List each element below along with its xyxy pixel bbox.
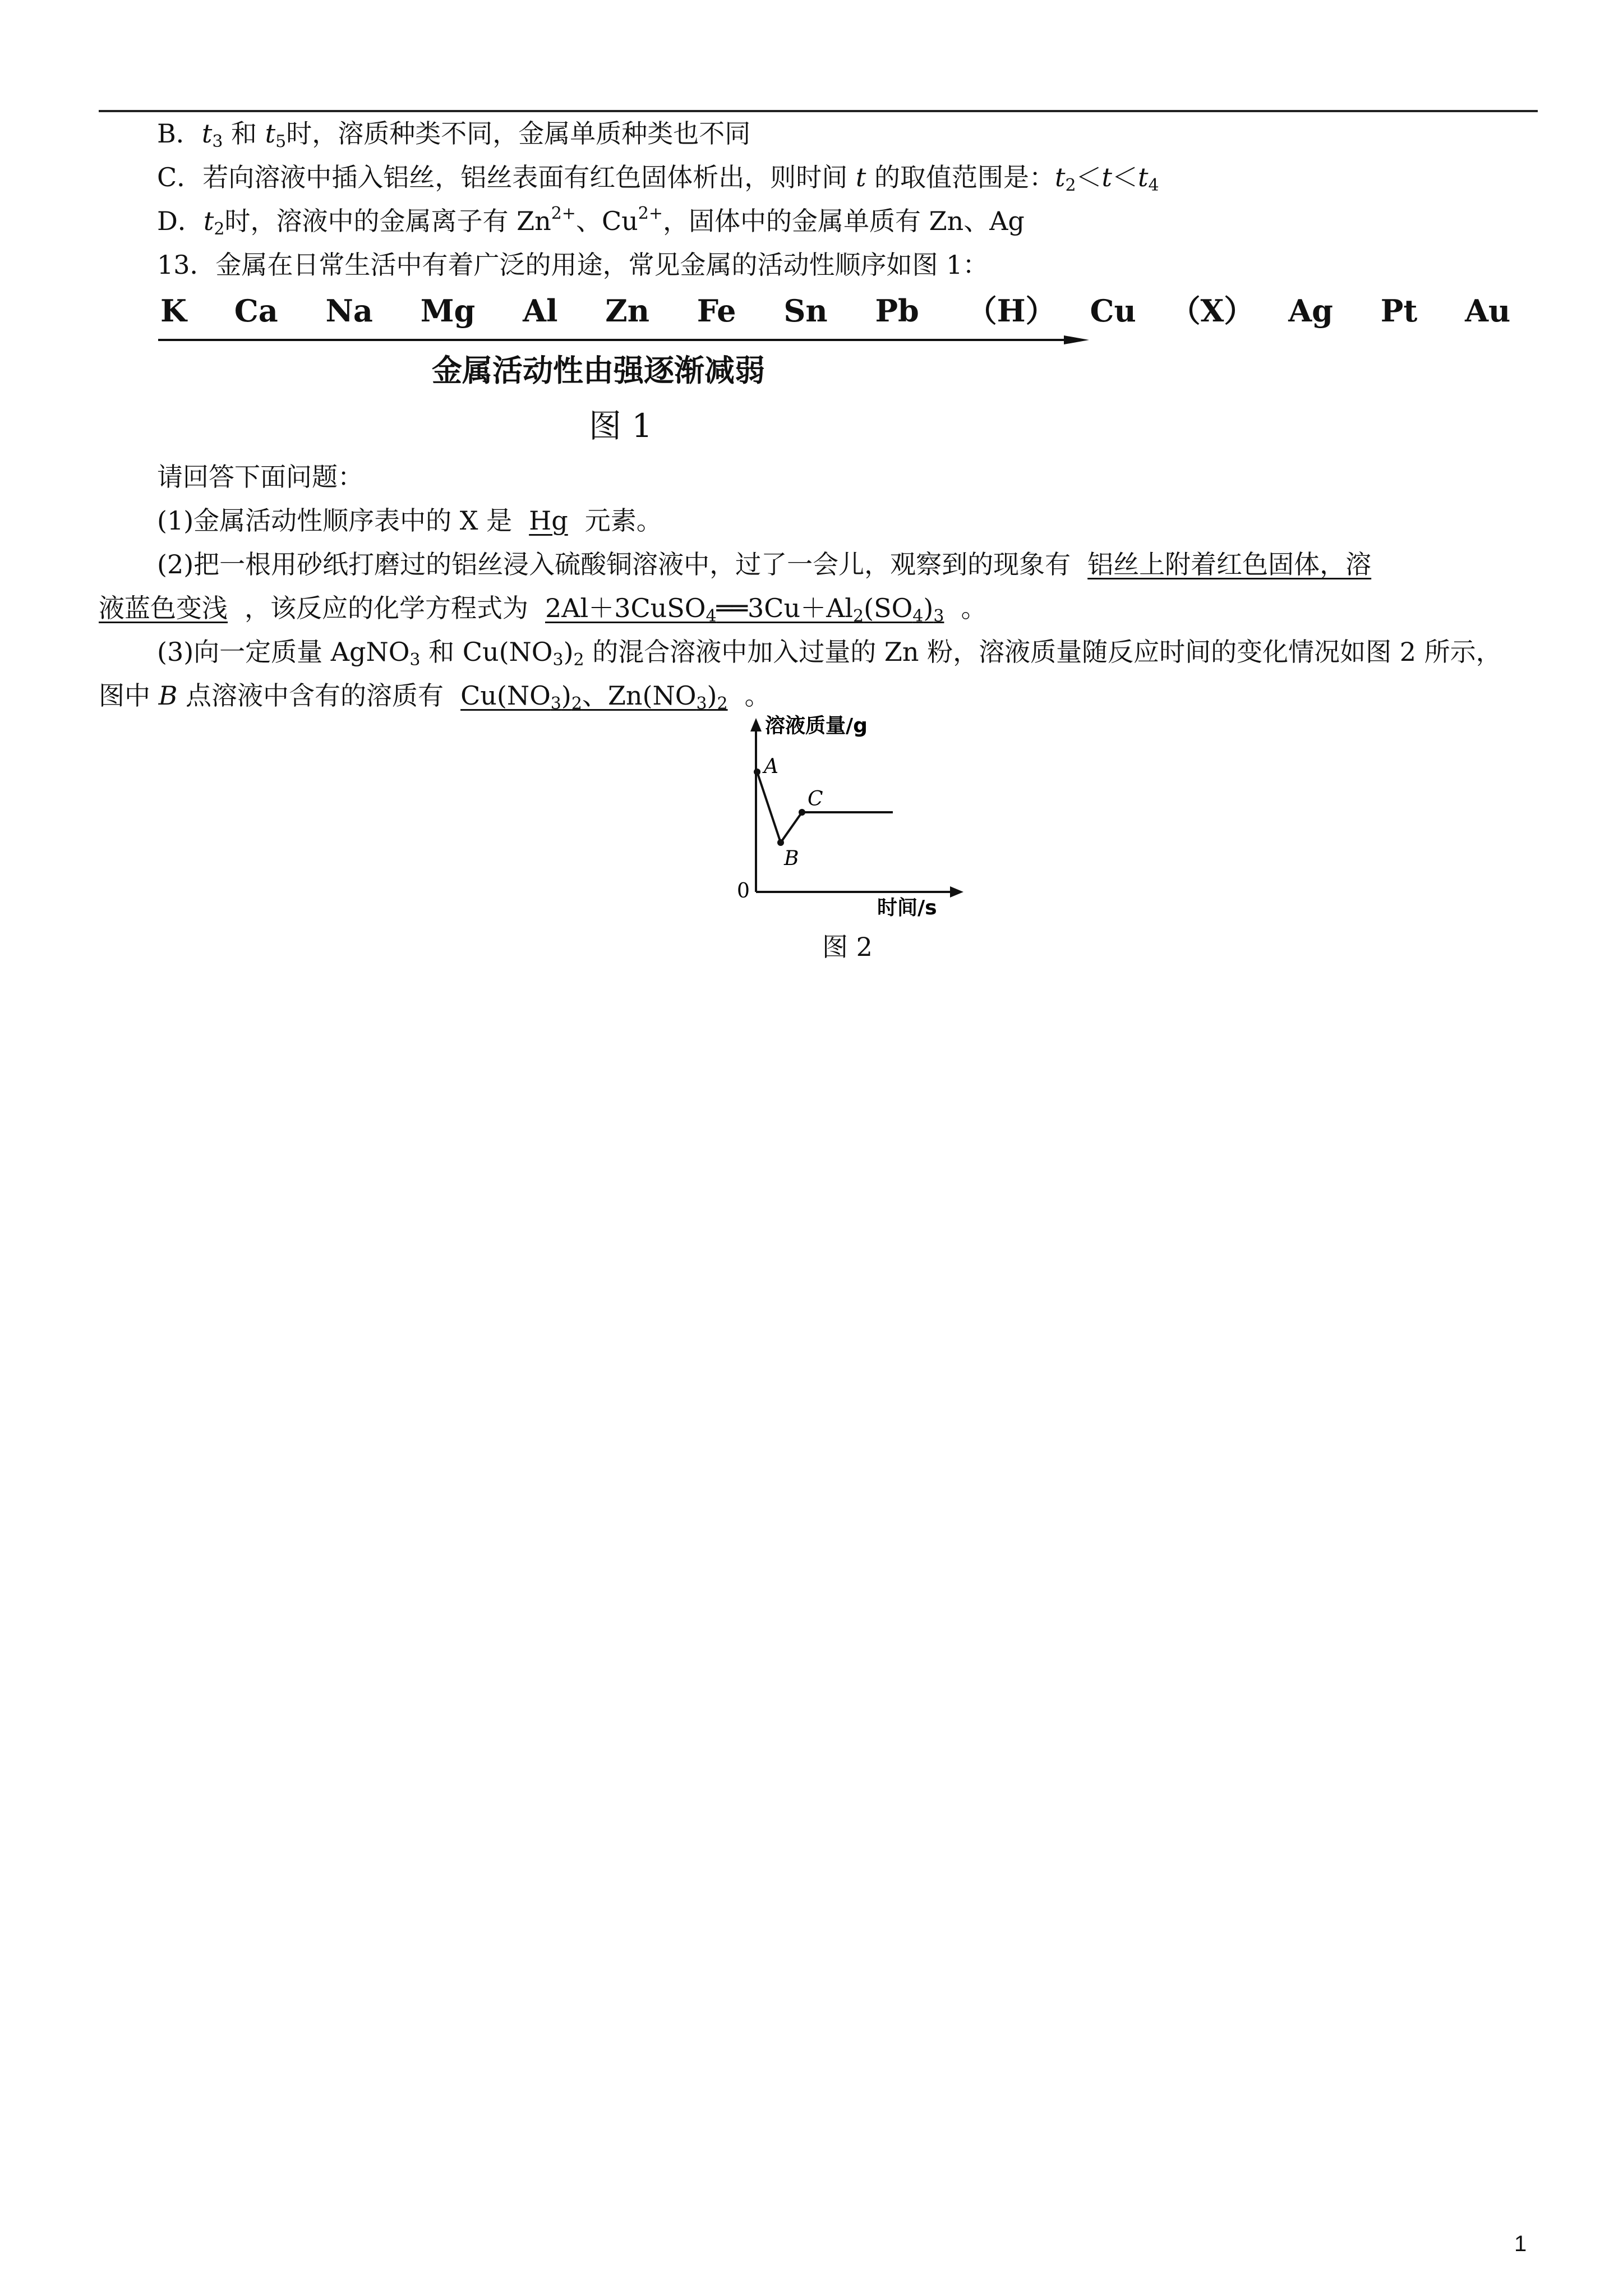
metal-symbol: K	[160, 293, 187, 329]
option-d: D．$t_2$时，溶液中的金属离子有 $Zn^{2+}$、$Cu^{2+}$，固体中的金属单质有 Zn、Ag	[157, 204, 1025, 239]
point-a-label: A	[764, 755, 778, 778]
figure-1-label: 图 1	[589, 407, 653, 445]
metal-symbol: （H）	[966, 293, 1056, 329]
metal-symbol: Ca	[234, 293, 278, 329]
metal-symbol: Ag	[1288, 293, 1333, 329]
sub-question-2-line-1: (2)把一根用砂纸打磨过的铝丝浸入硫酸铜溶液中，过了一会儿，观察到的现象有 铝丝上附着红色固体，溶	[157, 549, 1372, 579]
metal-symbol: Cu	[1090, 293, 1136, 329]
metal-symbol: Al	[523, 293, 558, 329]
metal-activity-series	[160, 287, 1535, 330]
sub-question-3-line-1: (3)向一定质量 AgNO$_3$ 和 $Cu(NO_3)_2$ 的混合溶液中加入过量的 Zn 粉，溶液质量随反应时间的变化情况如图 2 所示，	[157, 637, 1502, 670]
activity-arrow-icon	[158, 334, 1089, 346]
answer-blank: 液蓝色变浅	[99, 593, 228, 623]
y-axis-arrow-icon	[750, 718, 762, 731]
metal-symbol: （X）	[1170, 293, 1255, 329]
metal-symbol: Sn	[783, 293, 828, 329]
option-c: C．若向溶液中插入铝丝，铝丝表面有红色固体析出，则时间 t 的取值范围是：$t_2<t<t_4$	[157, 162, 1159, 195]
y-axis-label: 溶液质量/g	[765, 714, 868, 738]
point-c-label: C	[808, 788, 823, 811]
origin-label: 0	[737, 880, 750, 903]
point-b	[777, 839, 784, 846]
answer-blank: Hg	[529, 505, 568, 536]
header-rule	[99, 110, 1538, 112]
question-13-stem: 13．金属在日常生活中有着广泛的用途，常见金属的活动性顺序如图 1：	[157, 250, 989, 280]
figure-2-label: 图 2	[822, 932, 873, 962]
figure-2-graph	[729, 712, 965, 926]
metal-symbol: Fe	[697, 293, 736, 329]
equation-blank: $2Al+3CuSO_4══3Cu+Al_2(SO_4)_3$	[545, 593, 944, 626]
point-a	[754, 769, 760, 775]
answer-blank: $Cu(NO_3)_2$、$Zn(NO_3)_2$	[460, 680, 728, 714]
sub-question-2-line-2: 液蓝色变浅 ，该反应的化学方程式为 $2Al+3CuSO_4══3Cu+Al_2(SO_4)_3$ 。	[99, 593, 987, 626]
x-axis-label: 时间/s	[877, 896, 937, 919]
option-b: B．$t_3$ 和 $t_5$时，溶质种类不同，金属单质种类也不同	[157, 118, 751, 151]
answer-prompt: 请回答下面问题：	[157, 462, 363, 492]
figure-1-caption: 金属活动性由强逐渐减弱	[432, 353, 765, 388]
metal-symbol: Pt	[1380, 293, 1418, 329]
metal-symbol: Zn	[605, 293, 649, 329]
point-b-label: B	[784, 847, 799, 870]
metal-symbol: Au	[1465, 293, 1511, 329]
answer-blank: 铝丝上附着红色固体，溶	[1087, 549, 1372, 579]
metal-symbol: Na	[325, 293, 373, 329]
sub-question-1: (1)金属活动性顺序表中的 X 是 Hg 元素。	[157, 505, 662, 536]
mass-curve	[757, 772, 893, 843]
metal-symbol: Pb	[875, 293, 919, 329]
x-axis-arrow-icon	[950, 886, 963, 898]
metal-symbol: Mg	[420, 293, 476, 329]
page-number: 1	[1514, 2231, 1527, 2256]
point-c	[799, 809, 805, 816]
sub-question-3-line-2: 图中 B 点溶液中含有的溶质有 $Cu(NO_3)_2$、$Zn(NO_3)_2$ 。	[99, 680, 771, 714]
